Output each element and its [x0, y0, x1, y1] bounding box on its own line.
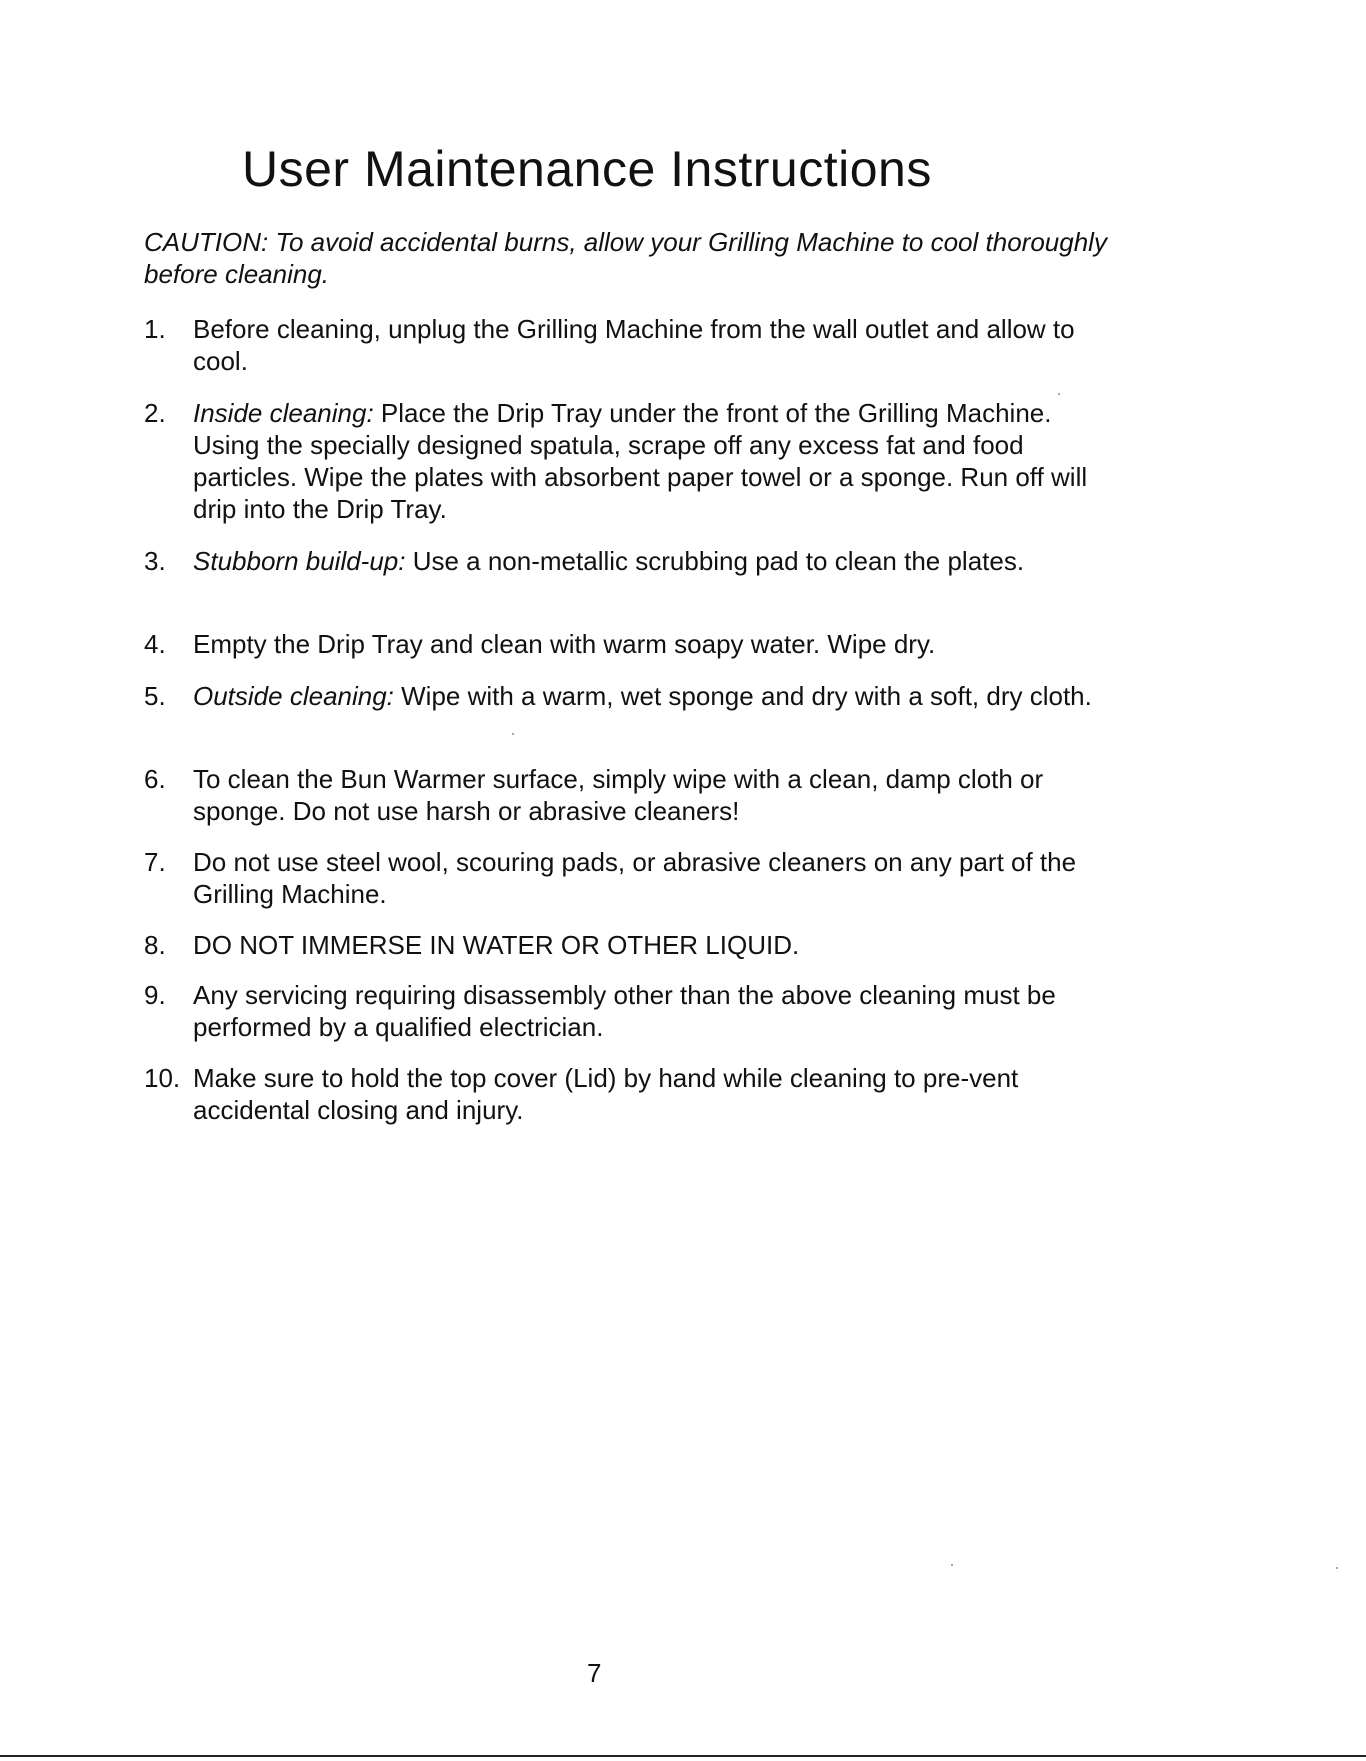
step-number: 4.	[144, 629, 166, 659]
scan-speck	[1336, 1567, 1338, 1569]
step-description: Empty the Drip Tray and clean with warm soapy water. Wipe dry.	[193, 629, 936, 659]
step-text	[193, 680, 1093, 712]
step-item	[144, 545, 1154, 577]
step-number: 10.	[144, 1063, 181, 1093]
step-item	[144, 763, 1154, 827]
step-number: 6.	[144, 764, 166, 794]
step-lead: Stubborn build-up:	[193, 546, 406, 576]
step-number: 9.	[144, 980, 166, 1010]
step-item	[144, 397, 1154, 525]
step-number: 3.	[144, 546, 166, 576]
step-text	[193, 763, 1093, 827]
step-description: To clean the Bun Warmer surface, simply wipe with a clean, damp cloth or sponge. Do not use harsh or abrasive cleaners!	[193, 764, 1044, 826]
scan-speck	[1058, 393, 1060, 395]
step-description: Place the Drip Tray under the front of the Grilling Machine. Using the specially designed spatula, scrape off any excess fat and food particles. Wipe the plates with absorbent paper towel or a sponge. Run off will drip into the Drip Tray.	[193, 398, 1088, 524]
step-description: DO NOT IMMERSE IN WATER OR OTHER LIQUID.	[193, 930, 800, 960]
step-description: Use a non-metallic scrubbing pad to clean the plates.	[405, 546, 1025, 576]
step-number: 5.	[144, 681, 166, 711]
step-number: 7.	[144, 847, 166, 877]
step-text	[193, 628, 1093, 660]
step-description: Make sure to hold the top cover (Lid) by hand while cleaning to pre-vent accidental closing and injury.	[193, 1063, 1019, 1125]
step-text	[193, 1062, 1093, 1126]
step-lead: Inside cleaning:	[193, 398, 374, 428]
step-item	[144, 313, 1154, 377]
step-text	[193, 545, 1093, 577]
scan-edge-rule	[0, 1755, 1366, 1757]
step-description: Wipe with a warm, wet sponge and dry with a soft, dry cloth.	[393, 681, 1092, 711]
caution-note: CAUTION: To avoid accidental burns, allow your Grilling Machine to cool thoroughly before cleaning.	[144, 227, 1107, 289]
page-number: 7	[587, 1658, 602, 1688]
step-number: 1.	[144, 314, 166, 344]
step-description: Any servicing requiring disassembly other than the above cleaning must be performed by a qualified electrician.	[193, 980, 1056, 1042]
step-lead: Outside cleaning:	[193, 681, 394, 711]
step-number: 2.	[144, 398, 166, 428]
step-item	[144, 680, 1154, 712]
step-item	[144, 929, 1154, 961]
step-text	[193, 313, 1093, 377]
step-description: Before cleaning, unplug the Grilling Machine from the wall outlet and allow to cool.	[193, 314, 1075, 376]
step-description: Do not use steel wool, scouring pads, or abrasive cleaners on any part of the Grilling Machine.	[193, 847, 1077, 909]
step-number: 8.	[144, 930, 166, 960]
page-title: User Maintenance Instructions	[242, 141, 932, 197]
step-item	[144, 979, 1154, 1043]
step-text	[193, 846, 1093, 910]
step-item	[144, 1062, 1154, 1126]
step-item	[144, 846, 1154, 910]
step-text	[193, 979, 1093, 1043]
step-item	[144, 628, 1154, 660]
scan-speck	[512, 733, 514, 735]
step-text	[193, 929, 1093, 961]
scan-speck	[951, 1564, 953, 1566]
step-text	[193, 397, 1093, 525]
